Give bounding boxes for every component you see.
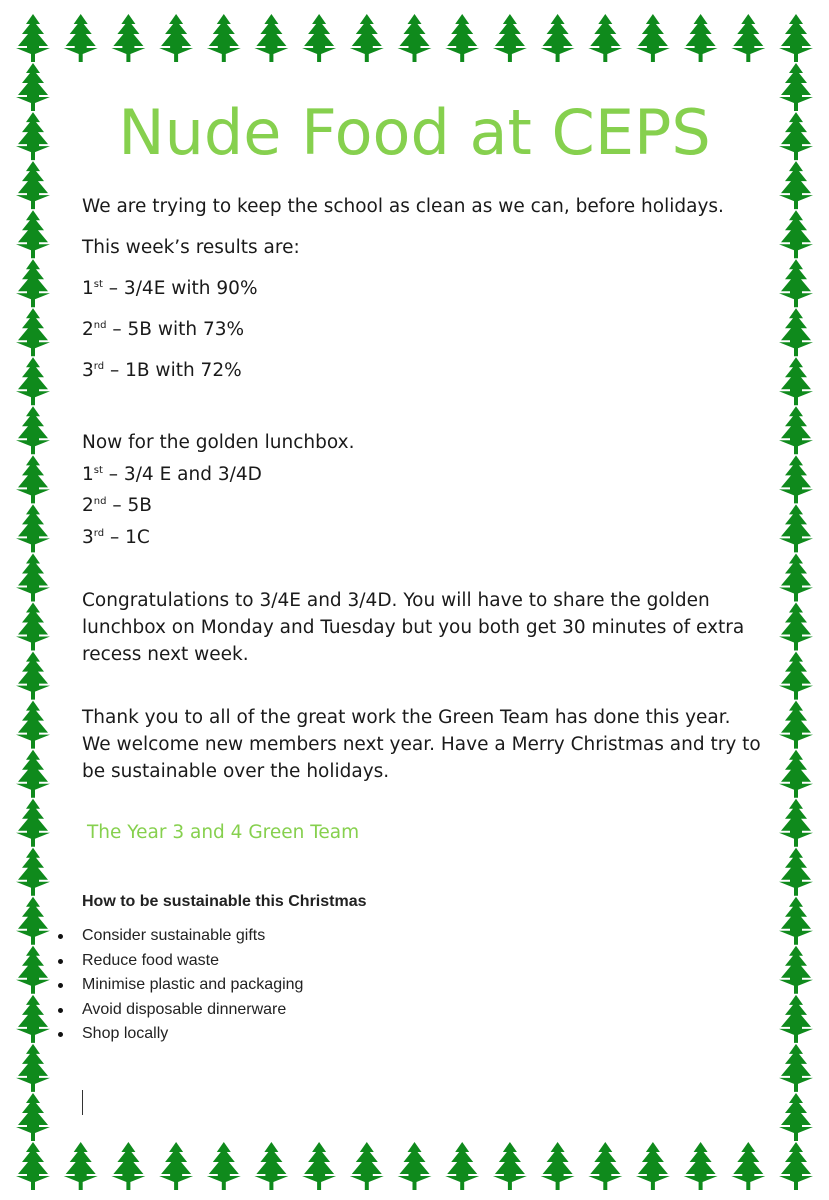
result-third: 3rd – 1B with 72% — [82, 360, 242, 381]
result-first: 1st – 3/4E with 90% — [82, 278, 258, 299]
lunchbox-second: 2nd – 5B — [82, 495, 152, 516]
text-cursor[interactable] — [82, 1090, 83, 1115]
list-item: Consider sustainable gifts — [82, 924, 303, 949]
results-heading: This week’s results are: — [82, 237, 300, 258]
lunchbox-third: 3rd – 1C — [82, 527, 150, 548]
intro-paragraph: We are trying to keep the school as clean as we can, before holidays. — [82, 196, 724, 217]
list-item: Reduce food waste — [82, 949, 303, 974]
document-title: Nude Food at CEPS — [118, 96, 711, 169]
tips-list — [82, 924, 303, 1047]
list-item: Shop locally — [82, 1022, 303, 1047]
congratulations-paragraph: Congratulations to 3/4E and 3/4D. You will have to share the golden lunchbox on Monday and Tuesday but you both get 30 minutes of extra recess next week. — [82, 590, 745, 665]
signoff-green-team: The Year 3 and 4 Green Team — [87, 822, 360, 843]
thanks-paragraph: Thank you to all of the great work the Green Team has done this year. We welcome new members next year. Have a Merry Christmas and try to be sustainable over the holidays. — [82, 707, 761, 782]
lunchbox-heading: Now for the golden lunchbox. — [82, 432, 355, 453]
lunchbox-first: 1st – 3/4 E and 3/4D — [82, 464, 262, 485]
result-second: 2nd – 5B with 73% — [82, 319, 245, 340]
tips-heading: How to be sustainable this Christmas — [82, 893, 367, 910]
list-item: Minimise plastic and packaging — [82, 973, 303, 998]
list-item: Avoid disposable dinnerware — [82, 998, 303, 1023]
